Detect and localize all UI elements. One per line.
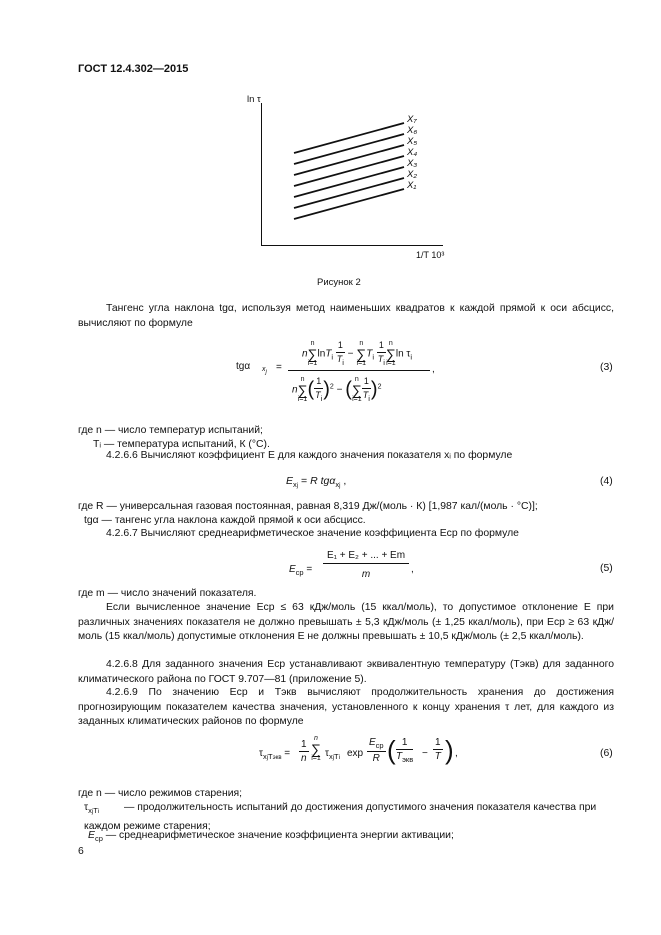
- paragraph-slope-intro: Тангенс угла наклона tgα, используя метод наименьших квадратов к каждой прямой к оси абсцисс, вычисляют по формуле: [78, 303, 614, 329]
- line-label: X₇: [407, 114, 417, 125]
- where-n-temperatures: где n — число температур испытаний;: [78, 425, 263, 436]
- eq3-number: (3): [600, 362, 613, 373]
- where-E-text: — среднеарифметическое значение коэффициента энергии активации;: [105, 830, 454, 841]
- where-Ti: Tᵢ — температура испытаний, К (°С).: [93, 439, 270, 450]
- eq5-numerator: E₁ + E₂ + ... + Em: [323, 550, 409, 564]
- line-label: X₅: [407, 136, 418, 147]
- section-4-2-6-9: 4.2.6.9 По значению Eср и Tэкв вычисляют продолжительность хранения до достижения прогнозирующим показателем качества значения, установленного к концу хранения τ лет, для каждого из заданных климатических районов по формуле: [78, 687, 614, 728]
- line-label: X₄: [407, 147, 418, 158]
- section-4-2-6-8: 4.2.6.8 Для заданного значения Eср устанавливают эквивалентную температуру (Tэкв) для заданного климатического района по ГОСТ 9.707—81 (приложение 5).: [78, 659, 614, 685]
- eq5-denominator: m: [361, 569, 371, 580]
- eq4-rhs: R tgα: [310, 475, 336, 487]
- section-4-2-6-7: 4.2.6.7 Вычисляют среднеарифметическое значение коэффициента Eср по формуле: [106, 528, 519, 539]
- where-n-aging-modes: где n — число режимов старения;: [78, 788, 243, 799]
- eq4-number: (4): [600, 476, 613, 487]
- line-label: X₆: [407, 125, 418, 136]
- where-R: где R — универсальная газовая постоянная, равная 8,319 Дж/(моль · К) [1,987 кал/(моль · °С)];: [78, 501, 538, 512]
- where-tau: $\tau_{xjTi}$ — продолжительность испытаний до достижения допустимого значения показателя качества при каждом режиме старения;: [84, 802, 597, 832]
- eq3-numerator: n n ∑ i=1lnT$_i$ $\frac{1}{T_i}$ − n ∑ $i=1T_i$ $\frac{1}{T_i}$ n ∑ i=1ln $\tau_i$: [301, 340, 413, 367]
- where-m: где m — число значений показателя.: [78, 588, 257, 599]
- line-label: X₁: [407, 180, 417, 191]
- where-tg: tgα — тангенс угла наклона каждой прямой к оси абсцисс.: [84, 515, 366, 526]
- section-4-2-6-6: 4.2.6.6 Вычисляют коэффициент E для каждого значения показателя xᵢ по формуле: [106, 450, 513, 461]
- figure-caption: Рисунок 2: [317, 277, 361, 288]
- y-axis-label: ln τ: [247, 94, 261, 105]
- eq5-number: (5): [600, 563, 613, 574]
- page-number: 6: [78, 846, 84, 857]
- regression-lines-plot: [0, 0, 661, 280]
- paragraph-tolerance: Если вычисленное значение Eср ≤ 63 кДж/моль (15 ккал/моль), то допустимое отклонение E при различных значениях показателя не должно превышать ± 5,3 кДж/моль (± 1,25 ккал/моль), при Eср ≥ 63 кДж/моль (15 ккал/моль) допустимые отклонения E не должны превышать ± 10,5 кДж/моль (± 2,5 ккал/моль).: [78, 602, 614, 643]
- x-axis-label: 1/T 10³: [416, 250, 445, 260]
- eq6-number: (6): [600, 748, 613, 759]
- where-tau-text: — продолжительность испытаний до достижения допустимого значения показателя качества при каждом режиме старения;: [84, 802, 597, 832]
- line-label: X₂: [407, 169, 417, 180]
- where-E: $E_{ср}$ — среднеарифметическое значение коэффициента энергии активации;: [88, 830, 454, 843]
- document-header: ГОСТ 12.4.302—2015: [78, 63, 189, 75]
- eq3-denominator: n n ∑ i=1( $\frac{1}{T_i}$ )$^2$ − ( n ∑ i=1 $\frac{1}{T_i}$ )$^2$: [292, 376, 382, 403]
- line-label: X₃: [407, 158, 418, 169]
- eq3-lhs: tgα: [236, 361, 251, 372]
- equation-4: $E_{xj} = R$ tgα$_{xj}$ ,: [286, 475, 347, 489]
